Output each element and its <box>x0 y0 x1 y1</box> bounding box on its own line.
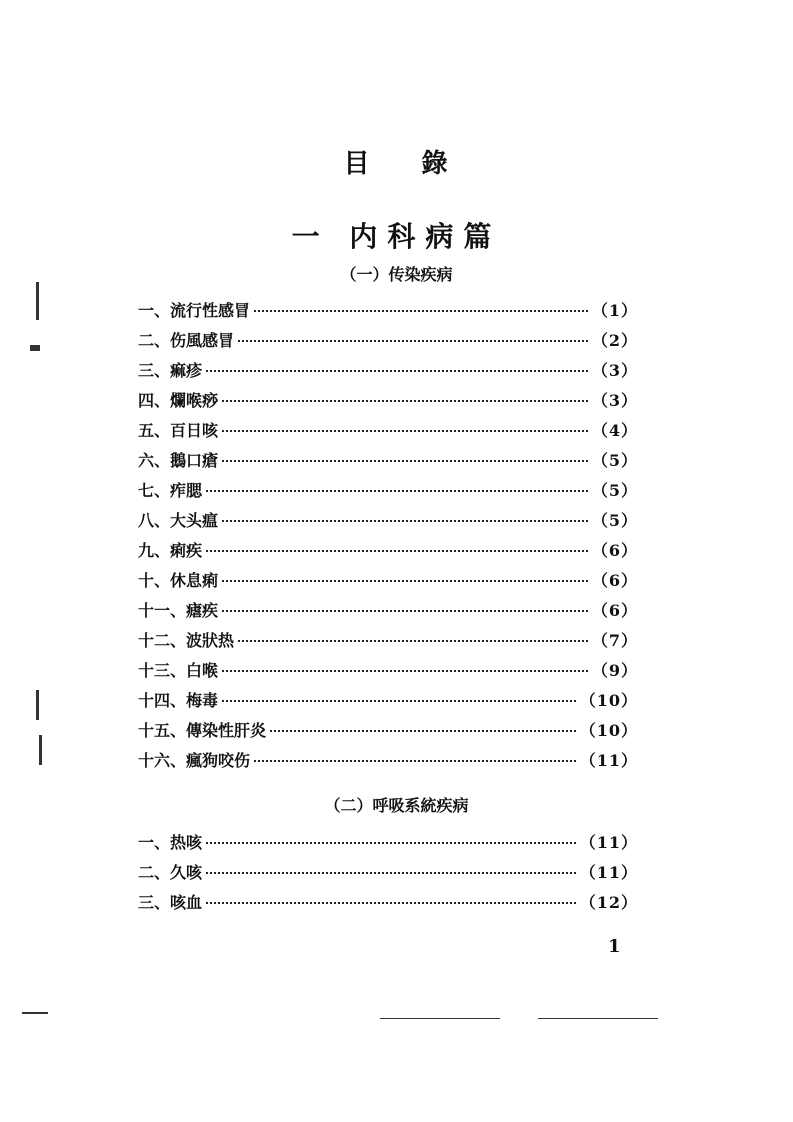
toc-entry-label: 十五、傳染性肝炎 <box>138 721 267 740</box>
toc-entry-page: （3） <box>591 391 638 410</box>
scan-mark <box>36 282 39 320</box>
toc-list-respiratory <box>138 830 638 920</box>
toc-entry[interactable] <box>138 890 638 920</box>
toc-entry-label: 三、咳血 <box>138 893 203 912</box>
toc-entry[interactable] <box>138 298 638 328</box>
toc-entry-page: （11） <box>579 833 638 852</box>
scan-mark <box>39 735 42 765</box>
leader-dots <box>222 700 576 702</box>
leader-dots <box>206 490 588 492</box>
page-number: 1 <box>608 936 621 957</box>
scan-mark <box>22 1012 48 1014</box>
toc-entry-page: （7） <box>591 631 638 650</box>
toc-entry-label: 十三、白喉 <box>138 661 219 680</box>
toc-entry[interactable] <box>138 328 638 358</box>
toc-entry[interactable] <box>138 448 638 478</box>
toc-entry-page: （9） <box>591 661 638 680</box>
toc-entry-label: 一、流行性感冒 <box>138 301 251 320</box>
scan-mark <box>538 1018 658 1019</box>
part-title: 一 内科病篇 <box>291 220 502 253</box>
toc-list-infectious <box>138 298 638 778</box>
leader-dots <box>222 610 588 612</box>
leader-dots <box>254 310 588 312</box>
toc-entry[interactable] <box>138 568 638 598</box>
leader-dots <box>222 520 588 522</box>
toc-entry-label: 十一、瘧疾 <box>138 601 219 620</box>
title-char-1: 目 <box>343 149 372 179</box>
leader-dots <box>238 340 588 342</box>
toc-entry[interactable] <box>138 688 638 718</box>
toc-entry-label: 十六、瘋狗咬伤 <box>138 751 251 770</box>
toc-entry-label: 十二、波狀热 <box>138 631 235 650</box>
leader-dots <box>222 400 588 402</box>
toc-entry-label: 四、爛喉痧 <box>138 391 219 410</box>
toc-entry-page: （4） <box>591 421 638 440</box>
toc-entry[interactable] <box>138 658 638 688</box>
leader-dots <box>206 550 588 552</box>
leader-dots <box>238 640 588 642</box>
leader-dots <box>206 872 576 874</box>
toc-entry[interactable] <box>138 860 638 890</box>
leader-dots <box>222 430 588 432</box>
toc-entry-label: 二、久咳 <box>138 863 203 882</box>
toc-entry-page: （6） <box>591 571 638 590</box>
toc-entry-label: 一、热咳 <box>138 833 203 852</box>
toc-entry[interactable] <box>138 628 638 658</box>
leader-dots <box>206 842 576 844</box>
toc-entry[interactable] <box>138 830 638 860</box>
toc-entry[interactable] <box>138 718 638 748</box>
leader-dots <box>206 902 576 904</box>
toc-entry-page: （1） <box>591 301 638 320</box>
leader-dots <box>222 580 588 582</box>
toc-entry[interactable] <box>138 388 638 418</box>
toc-entry-label: 十四、梅毒 <box>138 691 219 710</box>
toc-entry[interactable] <box>138 508 638 538</box>
toc-entry-label: 三、痲疹 <box>138 361 203 380</box>
leader-dots <box>254 760 576 762</box>
toc-entry[interactable] <box>138 598 638 628</box>
toc-entry-page: （5） <box>591 481 638 500</box>
toc-entry-label: 二、伤風感冒 <box>138 331 235 350</box>
page-title <box>0 143 793 180</box>
leader-dots <box>222 670 588 672</box>
title-char-2: 錄 <box>421 149 450 179</box>
scan-mark <box>30 345 40 351</box>
leader-dots <box>206 370 588 372</box>
toc-entry-page: （11） <box>579 751 638 770</box>
toc-entry-page: （6） <box>591 541 638 560</box>
toc-entry-page: （2） <box>591 331 638 350</box>
toc-entry-page: （10） <box>579 721 638 740</box>
toc-entry[interactable] <box>138 538 638 568</box>
toc-entry-label: 七、痄腮 <box>138 481 203 500</box>
toc-entry[interactable] <box>138 748 638 778</box>
toc-entry-page: （11） <box>579 863 638 882</box>
toc-entry[interactable] <box>138 358 638 388</box>
section-heading-infectious: （一）传染疾病 <box>340 265 453 284</box>
section-heading-respiratory: （二）呼吸系統疾病 <box>324 796 469 815</box>
leader-dots <box>270 730 576 732</box>
toc-entry-label: 九、痢疾 <box>138 541 203 560</box>
toc-entry[interactable] <box>138 418 638 448</box>
toc-entry-label: 十、休息痢 <box>138 571 219 590</box>
toc-entry-page: （6） <box>591 601 638 620</box>
toc-entry-label: 五、百日咳 <box>138 421 219 440</box>
toc-entry-page: （3） <box>591 361 638 380</box>
toc-entry-page: （5） <box>591 451 638 470</box>
toc-entry-page: （5） <box>591 511 638 530</box>
toc-entry-label: 六、鵝口瘡 <box>138 451 219 470</box>
leader-dots <box>222 460 588 462</box>
toc-entry[interactable] <box>138 478 638 508</box>
toc-entry-page: （12） <box>579 893 638 912</box>
toc-entry-page: （10） <box>579 691 638 710</box>
toc-entry-label: 八、大头瘟 <box>138 511 219 530</box>
scan-mark <box>36 690 39 720</box>
scan-mark <box>380 1018 500 1019</box>
